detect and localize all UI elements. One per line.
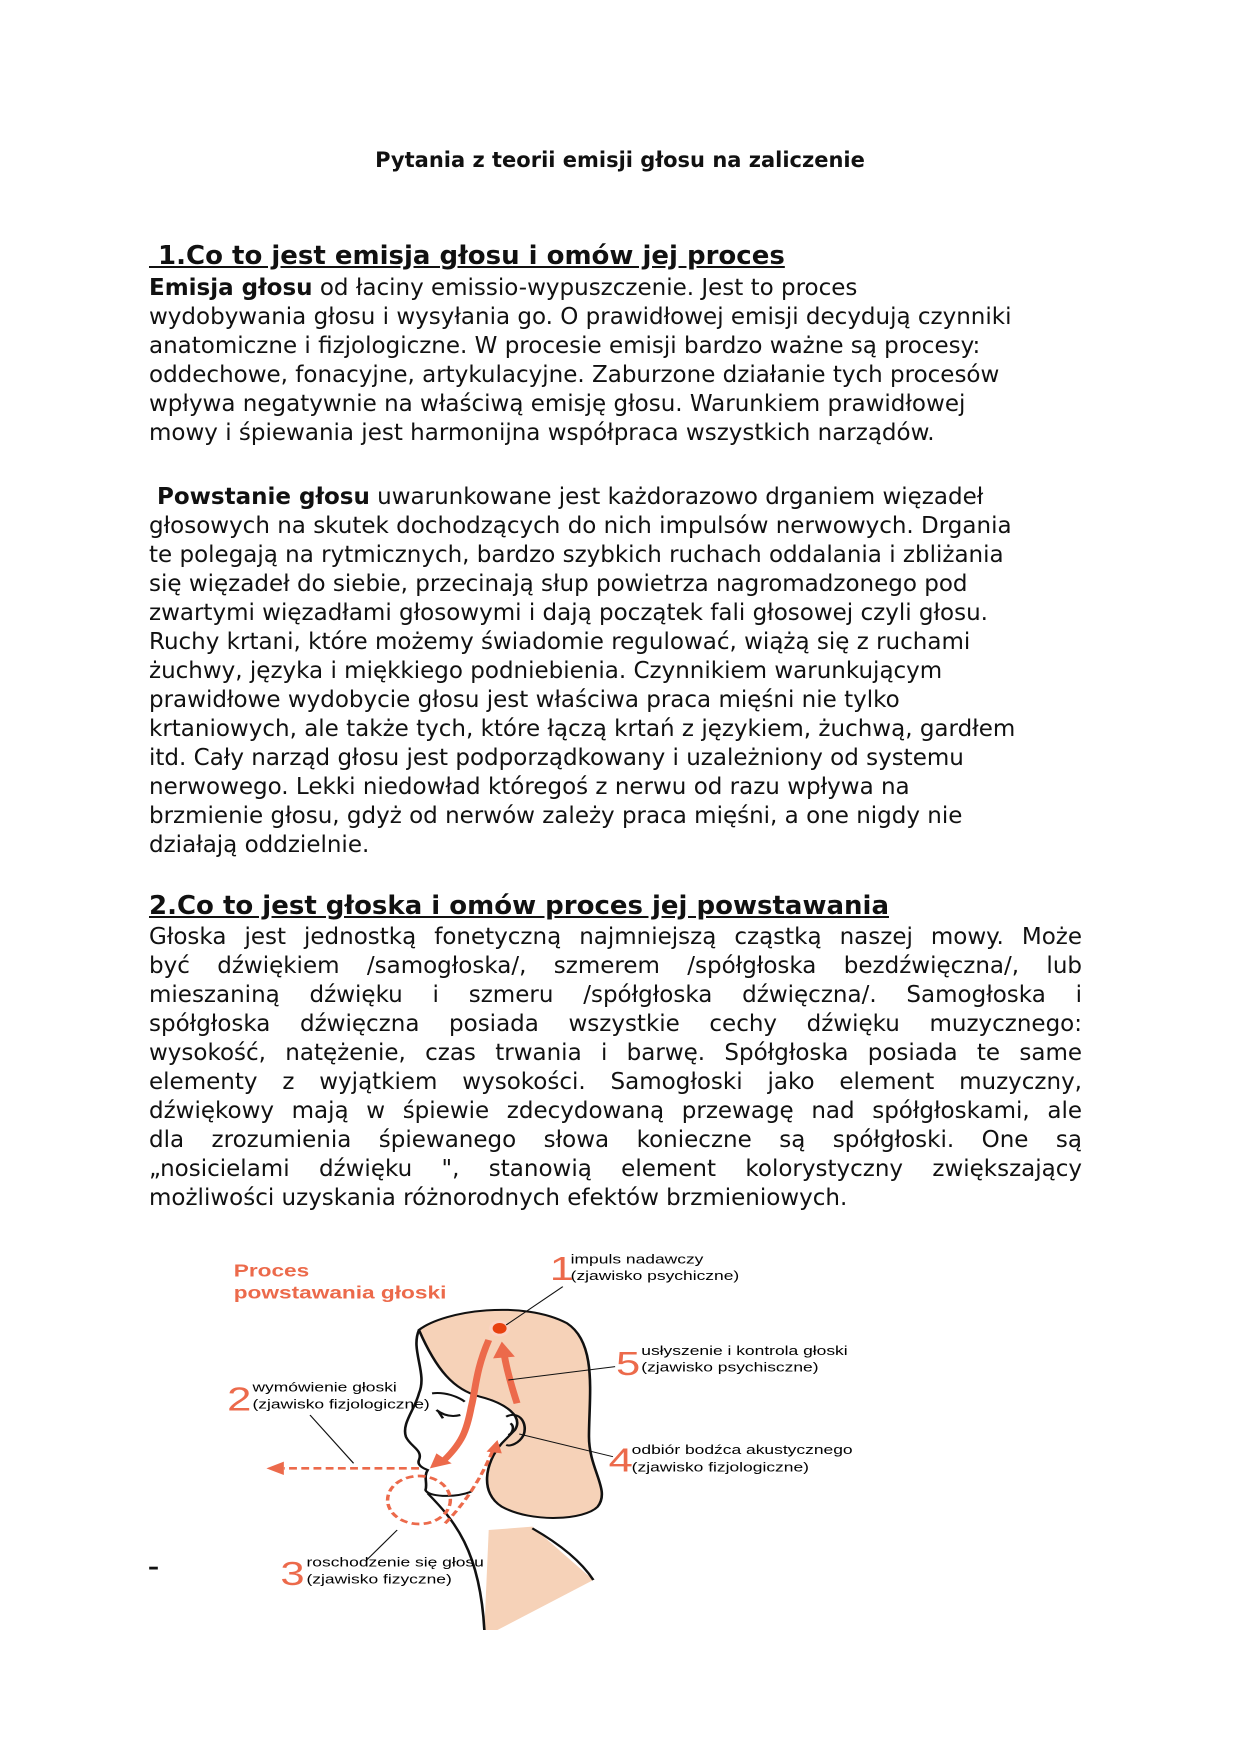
bold-lead-term: Emisja głosu	[149, 275, 313, 301]
text-line: żuchwy, języka i miękkiego podniebienia. Czynnikiem warunkującym	[149, 658, 943, 684]
text-line: być dźwiękiem /samogłoska/, szmerem /spółgłoska bezdźwięczna/, lub	[149, 953, 1082, 979]
step-5-label: usłyszenie i kontrola głoski	[641, 1343, 848, 1359]
paragraph-gloska	[149, 923, 1082, 1213]
text-line: działają oddzielnie.	[149, 832, 370, 858]
step-4-label: odbiór bodźca akustycznego	[631, 1442, 853, 1458]
arrowhead-outward	[266, 1462, 283, 1475]
text-line: elementy z wyjątkiem wysokości. Samogłoski jako element muzyczny,	[149, 1069, 1082, 1095]
text-line: anatomiczne i fizjologiczne. W procesie emisji bardzo ważne są procesy:	[149, 333, 981, 359]
eyebrow	[432, 1393, 465, 1402]
step-3-label: roschodzenie się głosu	[306, 1555, 484, 1571]
text-line: głosowych na skutek dochodzących do nich impulsów nerwowych. Drgania	[149, 513, 1012, 539]
text-line: te polegają na rytmicznych, bardzo szybkich ruchach oddalania i zbliżania	[149, 542, 1004, 568]
text-line	[149, 274, 1012, 303]
text-line: „nosicielami dźwięku ", stanowią element kolorystyczny zwiększający	[149, 1156, 1082, 1182]
text-line: Głoska jest jednostką fonetyczną najmniejszą cząstką naszej mowy. Może	[149, 924, 1082, 950]
impulse-dot-core	[493, 1323, 507, 1334]
text-line: nerwowego. Lekki niedowład któregoś z nerwu od razu wpływa na	[149, 774, 910, 800]
line-text: uwarunkowane jest każdorazowo drganiem więzadeł	[369, 484, 984, 510]
paragraph-powstanie-glosu	[149, 483, 1015, 860]
text-line: wydobywania głosu i wysyłania go. O prawidłowej emisji decydują czynniki	[149, 304, 1012, 330]
text-line: się więzadeł do siebie, przecinają słup powietrza nagromadzonego pod	[149, 571, 968, 597]
step-3-number: 3	[280, 1555, 305, 1593]
voice-process-diagram	[140, 1230, 853, 1630]
step-2-number: 2	[227, 1381, 252, 1419]
dashed-arrow-to-ear	[445, 1450, 493, 1523]
step-1-number: 1	[549, 1250, 574, 1288]
text-line: mowy i śpiewania jest harmonijna współpraca wszystkich narządów.	[149, 420, 935, 446]
dashed-sound-circle	[388, 1476, 451, 1524]
step-1-label: impuls nadawczy	[570, 1252, 704, 1267]
document-title: Pytania z teorii emisji głosu na zaliczenie	[375, 148, 865, 172]
diagram-title-line2: powstawania głoski	[233, 1283, 447, 1303]
step-5-note: (zjawisko psychisczne)	[641, 1360, 819, 1376]
section-1-heading: 1.Co to jest emisja głosu i omów jej proces	[149, 241, 785, 271]
text-line: oddechowe, fonacyjne, artykulacyjne. Zaburzone działanie tych procesów	[149, 362, 1000, 388]
text-line: itd. Cały narząd głosu jest podporządkowany i uzależniony od systemu	[149, 745, 964, 771]
text-line: Ruchy krtani, które możemy świadomie regulować, wiążą się z ruchami	[149, 629, 971, 655]
hair-shape	[419, 1310, 602, 1518]
step-4-number: 4	[608, 1442, 633, 1480]
step-4-note: (zjawisko fizjologiczne)	[631, 1460, 809, 1476]
step-2-note: (zjawisko fizjologiczne)	[252, 1397, 430, 1412]
step-5-number: 5	[616, 1345, 641, 1383]
stray-dash: –	[148, 1555, 159, 1580]
section-2-heading: 2.Co to jest głoska i omów proces jej powstawania	[149, 891, 889, 921]
line-text: od łaciny emissio-wypuszczenie. Jest to proces	[312, 275, 858, 301]
text-line	[149, 483, 1015, 512]
step-3-note: (zjawisko fizyczne)	[306, 1572, 452, 1587]
text-line: dla zrozumienia śpiewanego słowa konieczne są spółgłoski. One są	[149, 1127, 1082, 1153]
text-line: mieszaniną dźwięku i szmeru /spółgłoska dźwięczna/. Samogłoska i	[149, 982, 1082, 1008]
text-line: wysokość, natężenie, czas trwania i barwę. Spółgłoska posiada te same	[149, 1040, 1082, 1066]
neck-shape	[484, 1527, 593, 1630]
paragraph-emisja-glosu	[149, 274, 1012, 448]
text-line: brzmienie głosu, gdyż od nerwów zależy praca mięśni, a one nigdy nie	[149, 803, 963, 829]
text-line: dźwiękowy mają w śpiewie zdecydowaną przewagę nad spółgłoskami, ale	[149, 1098, 1082, 1124]
arrowhead-ear	[487, 1440, 502, 1453]
diagram-title-line1: Proces	[233, 1262, 310, 1281]
text-line: krtaniowych, ale także tych, które łączą krtań z językiem, żuchwą, gardłem	[149, 716, 1016, 742]
eye	[436, 1410, 460, 1418]
bold-lead-term: Powstanie głosu	[149, 484, 370, 510]
step-2-label: wymówienie głoski	[252, 1380, 397, 1396]
text-line: zwartymi więzadłami głosowymi i dają początek fali głosowej czyli głosu.	[149, 600, 988, 626]
text-line: prawidłowe wydobycie głosu jest właściwa praca mięśni nie tylko	[149, 687, 900, 713]
text-line: wpływa negatywnie na właściwą emisję głosu. Warunkiem prawidłowej	[149, 391, 966, 417]
text-line: spółgłoska dźwięczna posiada wszystkie cechy dźwięku muzycznego:	[149, 1011, 1082, 1037]
step-1-note: (zjawisko psychiczne)	[570, 1268, 740, 1284]
text-line: możliwości uzyskania różnorodnych efektów brzmieniowych.	[149, 1185, 848, 1211]
